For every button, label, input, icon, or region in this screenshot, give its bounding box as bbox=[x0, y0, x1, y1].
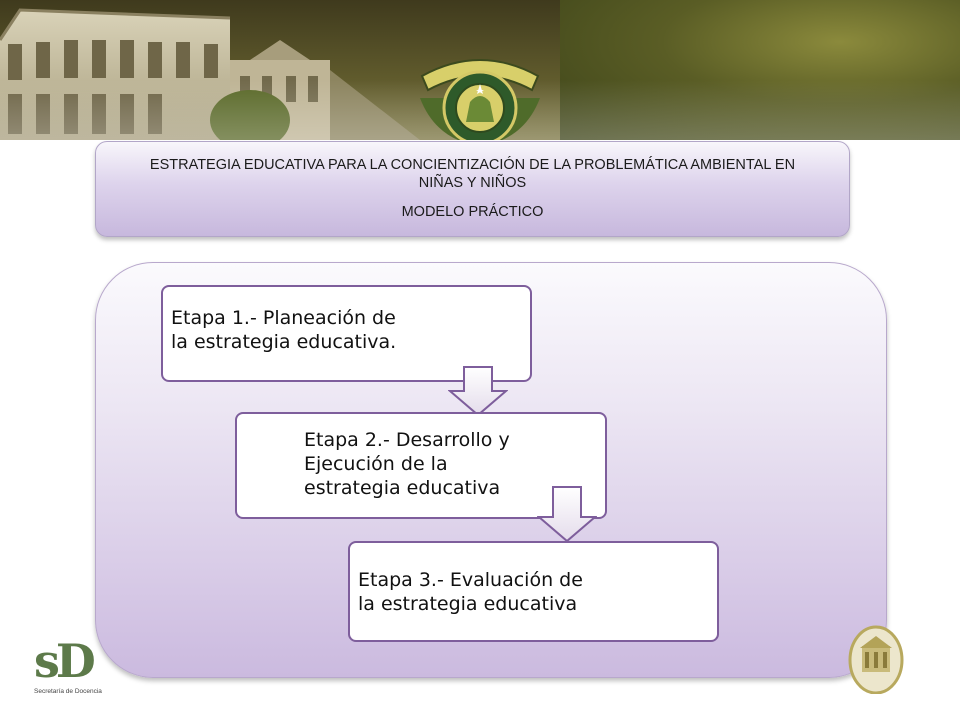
logo-letters: sD bbox=[34, 634, 92, 688]
stage-3-box bbox=[348, 541, 719, 642]
header-banner bbox=[0, 0, 960, 140]
down-arrow-icon bbox=[448, 365, 508, 417]
down-arrow-icon bbox=[537, 485, 597, 543]
presentation-title: ESTRATEGIA EDUCATIVA PARA LA CONCIENTIZACIÓN DE LA PROBLEMÁTICA AMBIENTAL EN NIÑAS Y NIÑOS bbox=[149, 157, 796, 191]
title-box bbox=[95, 141, 850, 237]
university-seal bbox=[416, 50, 544, 140]
secretaria-docencia-logo bbox=[30, 636, 130, 700]
stage-3-label: Etapa 3.- Evaluación de la estrategia educativa bbox=[358, 569, 583, 615]
logo-caption: Secretaría de Docencia bbox=[34, 688, 102, 695]
anniversary-crest bbox=[848, 624, 904, 694]
stage-1-label: Etapa 1.- Planeación de la estrategia educativa. bbox=[171, 307, 397, 353]
presentation-subtitle: MODELO PRÁCTICO bbox=[401, 204, 544, 220]
stage-2-label: Etapa 2.- Desarrollo y Ejecución de la estrategia educativa bbox=[304, 429, 510, 499]
